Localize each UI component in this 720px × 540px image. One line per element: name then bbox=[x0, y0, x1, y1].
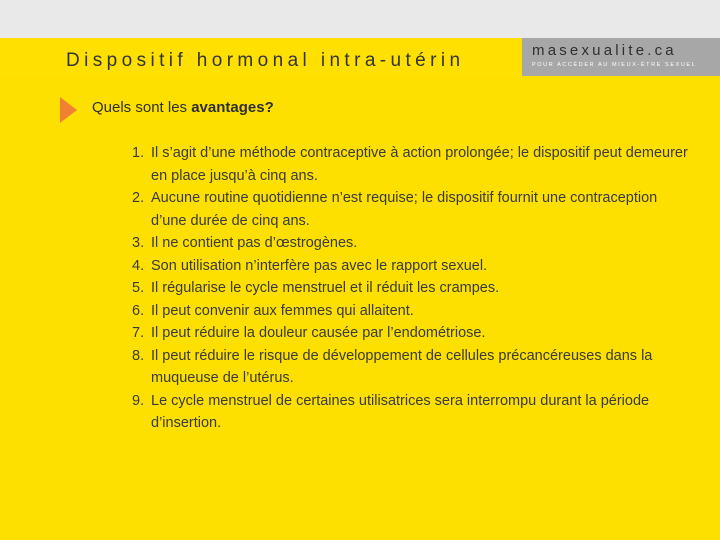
item-number: 1. bbox=[132, 145, 145, 161]
list-item bbox=[132, 345, 692, 390]
item-text: Son utilisation n’interfère pas avec le rapport sexuel. bbox=[151, 257, 488, 274]
item-number: 2. bbox=[132, 190, 145, 206]
item-text: Il régularise le cycle menstruel et il réduit les crampes. bbox=[151, 280, 500, 296]
item-number: 3. bbox=[132, 235, 145, 251]
heading-emphasis: avantages? bbox=[191, 99, 274, 116]
item-number: 7. bbox=[132, 325, 145, 341]
item-number: 9. bbox=[132, 392, 145, 409]
list-item bbox=[132, 232, 692, 255]
item-number: 4. bbox=[132, 257, 145, 274]
item-text: Il peut réduire le risque de développement de cellules précancéreuses dans la muqueuse de l’utérus. bbox=[151, 347, 653, 386]
list-item bbox=[132, 390, 692, 435]
item-text: Il ne contient pas d’œstrogènes. bbox=[151, 235, 358, 251]
item-text: Il peut convenir aux femmes qui allaitent. bbox=[151, 302, 414, 319]
list-item bbox=[132, 255, 692, 278]
list-item bbox=[132, 187, 692, 232]
item-number: 5. bbox=[132, 280, 145, 296]
list-item bbox=[132, 322, 692, 345]
advantages-list bbox=[132, 142, 692, 435]
item-text: Il s’agit d’une méthode contraceptive à action prolongée; le dispositif peut demeurer en place jusqu’à cinq ans. bbox=[151, 145, 688, 184]
top-band bbox=[0, 0, 720, 38]
list-item bbox=[132, 300, 692, 323]
section-heading bbox=[92, 99, 274, 116]
item-number: 6. bbox=[132, 302, 145, 319]
heading-prefix: Quels sont les bbox=[92, 99, 192, 116]
list-item bbox=[132, 142, 692, 187]
list-item bbox=[132, 277, 692, 300]
item-text: Le cycle menstruel de certaines utilisatrices sera interrompu durant la période d’insertion. bbox=[151, 392, 650, 431]
page-title: Dispositif hormonal intra-utérin bbox=[66, 50, 465, 71]
triangle-right-icon bbox=[60, 97, 77, 123]
brand-tagline: POUR ACCÉDER AU MIEUX-ÊTRE SEXUEL bbox=[532, 62, 697, 68]
item-text: Il peut réduire la douleur causée par l’endométriose. bbox=[151, 325, 486, 341]
brand-logo-text: masexualite.ca bbox=[532, 42, 677, 59]
item-number: 8. bbox=[132, 347, 145, 364]
item-text: Aucune routine quotidienne n’est requise; le dispositif fournit une contraception d’une durée de cinq ans. bbox=[151, 190, 658, 229]
